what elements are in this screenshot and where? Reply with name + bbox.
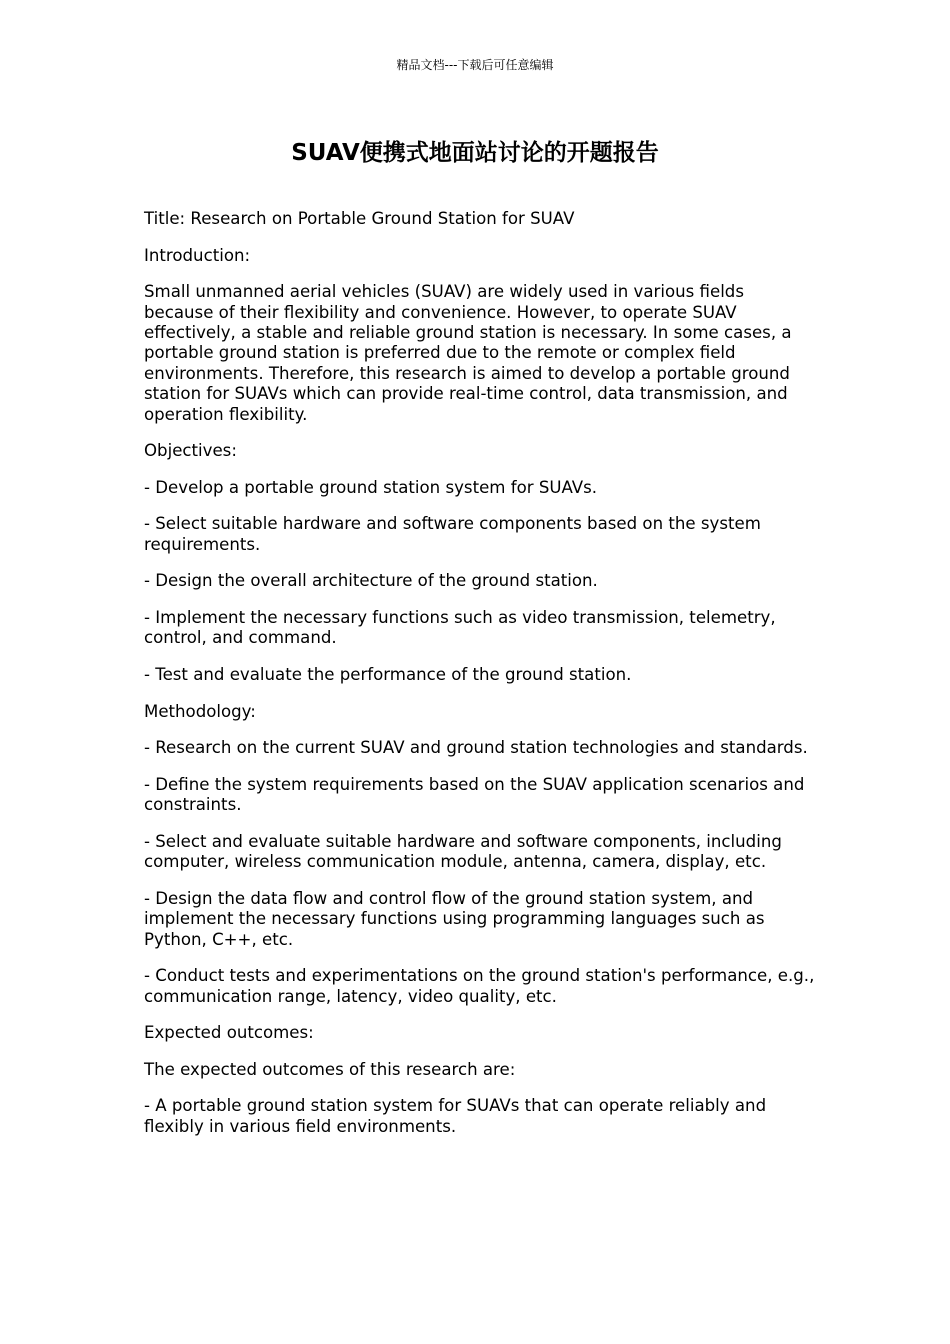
methodology-item: - Conduct tests and experimentations on the ground station's performance, e.g., communication range, latency, video quality, etc. (144, 966, 815, 1006)
expected-outcomes-intro: The expected outcomes of this research are: (144, 1059, 516, 1079)
section-heading-introduction: Introduction: (144, 245, 251, 265)
objective-item: - Select suitable hardware and software components based on the system requirements. (144, 514, 761, 554)
objective-item: - Implement the necessary functions such as video transmission, telemetry, control, and command. (144, 608, 776, 648)
section-heading-expected-outcomes: Expected outcomes: (144, 1023, 314, 1043)
section-heading-objectives: Objectives: (144, 441, 237, 461)
methodology-item: - Define the system requirements based on the SUAV application scenarios and constraints. (144, 774, 805, 815)
methodology-item: - Design the data flow and control flow of the ground station system, and implement the necessary functions using programming languages such as Python, C++, etc. (144, 888, 765, 949)
expected-outcome-item: - A portable ground station system for SUAVs that can operate reliably and flexibly in various field environments. (144, 1096, 767, 1136)
objective-item: - Test and evaluate the performance of the ground station. (144, 665, 632, 684)
document-body (144, 209, 816, 1153)
objective-item: - Develop a portable ground station system for SUAVs. (144, 477, 598, 497)
page-header: 精品文档---下载后可任意编辑 (396, 58, 554, 72)
introduction-paragraph: Small unmanned aerial vehicles (SUAV) are widely used in various fields because of their flexibility and convenience. However, to operate SUAV effectively, a stable and reliable ground station is necessary. In some cases, a portable ground station is preferred due to the remote or complex field environments. Therefore, this research is aimed to develop a portable ground station for SUAVs which can provide real-time control, data transmission, and operation flexibility. (144, 282, 792, 424)
methodology-item: - Research on the current SUAV and ground station technologies and standards. (144, 738, 808, 758)
methodology-item: - Select and evaluate suitable hardware and software components, including computer, wireless communication module, antenna, camera, display, etc. (144, 831, 782, 872)
document-title: SUAV便携式地面站讨论的开题报告 (291, 140, 659, 166)
objective-item: - Design the overall architecture of the ground station. (144, 571, 598, 591)
title-line: Title: Research on Portable Ground Station for SUAV (144, 209, 575, 228)
section-heading-methodology: Methodology: (144, 701, 256, 721)
